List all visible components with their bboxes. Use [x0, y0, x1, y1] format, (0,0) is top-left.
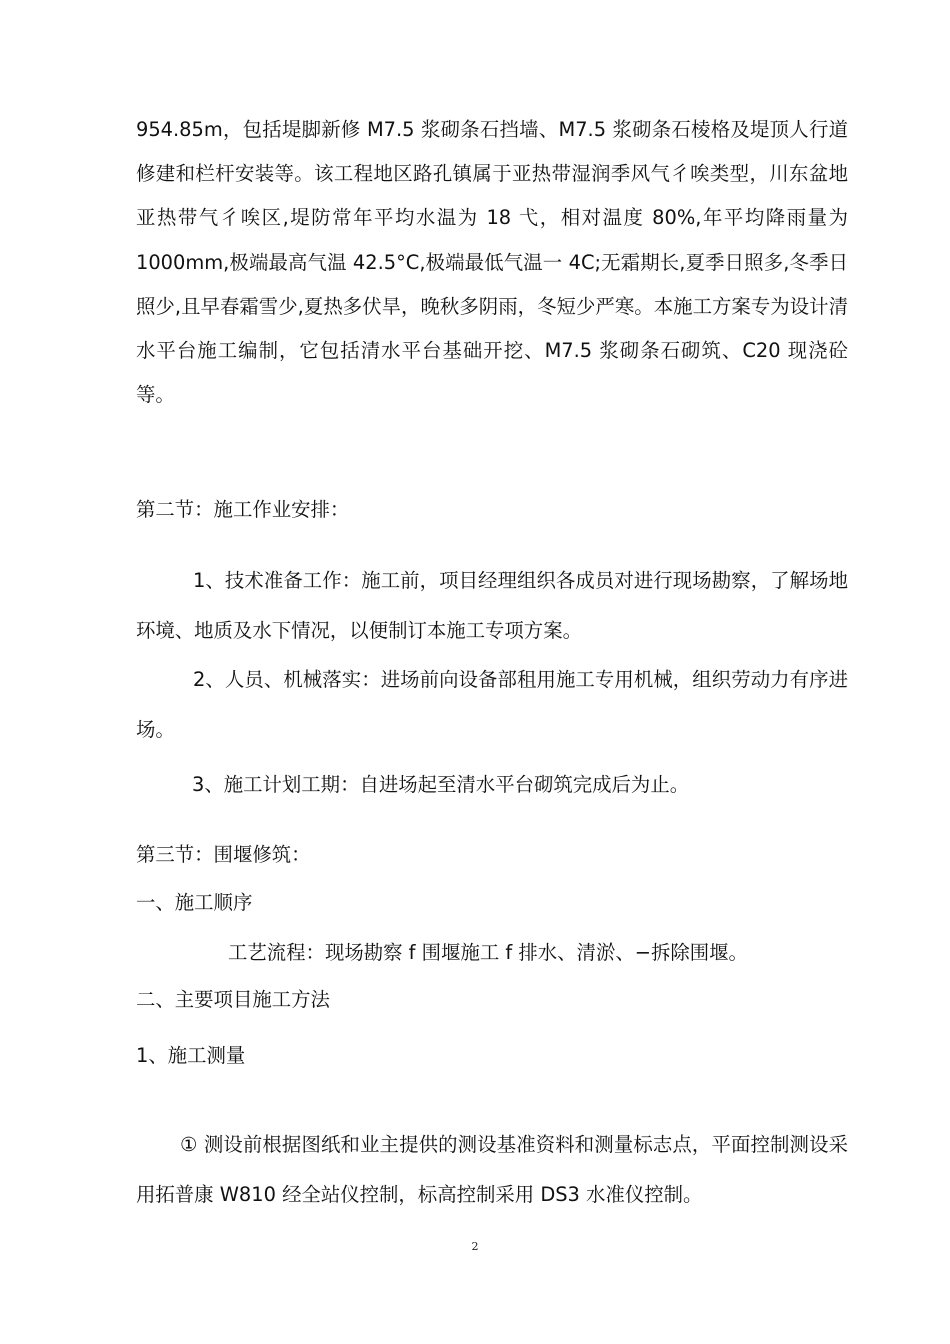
section-2-item-1: 1、技术准备工作：施工前，项目经理组织各成员对进行现场勘察，了解场地环境、地质及水下情况，以便制订本施工专项方案。 — [136, 569, 848, 642]
intro-paragraph: 954.85m，包括堤脚新修 M7.5 浆砌条石挡墙、M7.5 浆砌条石棱格及堤顶人行道修建和栏杆安装等。该工程地区路孔镇属于亚热带湿润季风气彳唉类型，川东盆地亚热带气彳唉区,堤防常年平均水温为 18 弋，相对温度 80%,年平均降雨量为 1000mm,极端最高气温 42.5°C,极端最低气温一 4C;无霜期长,夏季日照多,冬季日照少,且早春霜雪少,夏热多伏旱，晚秋多阴雨，冬短少严寒。本施工方案专为设计清水平台施工编制，它包括清水平台基础开挖、M7.5 浆砌条石砌筑、C20 现浇砼等。 — [136, 118, 848, 407]
section-2-item-2: 2、人员、机械落实：进场前向设备部租用施工专用机械，组织劳动力有序进场。 — [136, 668, 848, 741]
section-2-heading: 第二节：施工作业安排： — [136, 498, 350, 521]
section-3-heading: 第三节：围堰修筑： — [136, 843, 311, 866]
process-flow: 工艺流程：现场勘察 f 围堰施工 f 排水、清淤、−拆除围堰。 — [228, 941, 748, 964]
survey-heading: 1、施工测量 — [136, 1044, 246, 1067]
subsection-1-heading: 一、施工顺序 — [136, 891, 253, 914]
subsection-2-heading: 二、主要项目施工方法 — [136, 988, 330, 1011]
page-number: 2 — [471, 1240, 479, 1253]
section-2-item-3: 3、施工计划工期：自进场起至清水平台砌筑完成后为止。 — [192, 773, 690, 796]
survey-detail: ① 测设前根据图纸和业主提供的测设基准资料和测量标志点，平面控制测设采用拓普康 W810 经全站仪控制，标高控制采用 DS3 水准仪控制。 — [136, 1133, 848, 1206]
